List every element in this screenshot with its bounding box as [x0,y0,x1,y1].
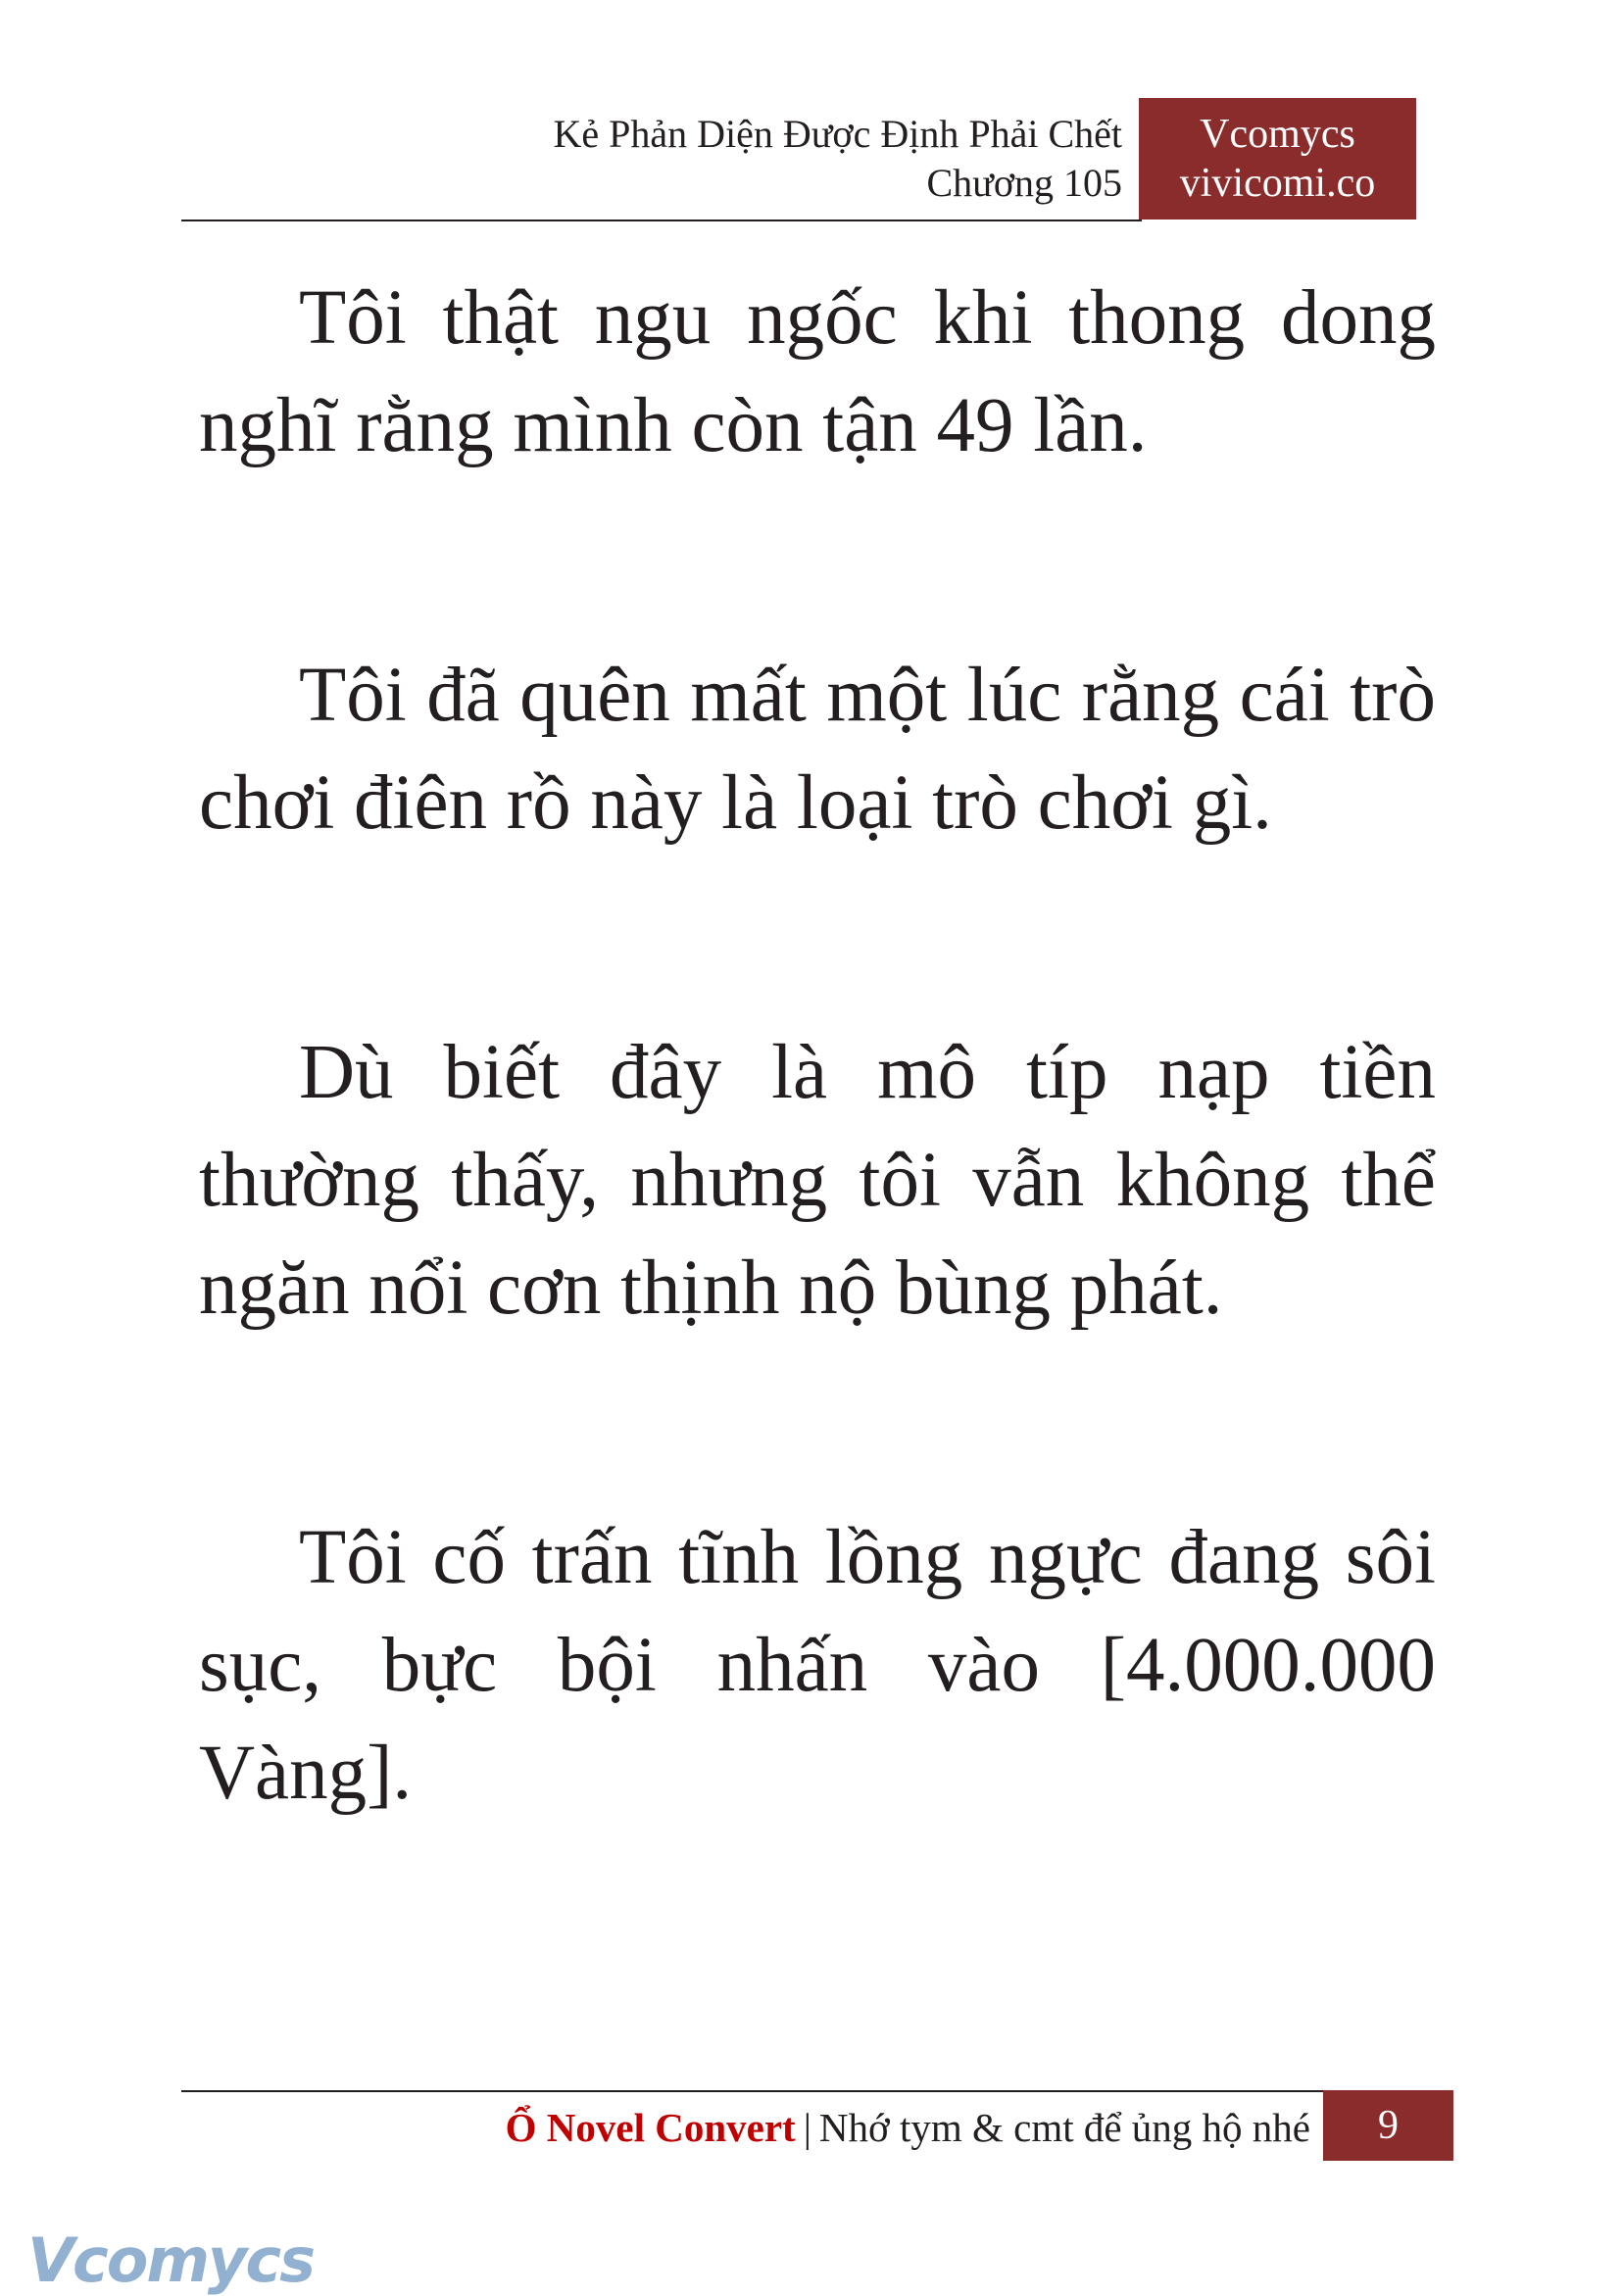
paragraph: Dù biết đây là mô típ nạp tiền thường thấy, nhưng tôi vẫn không thể ngăn nổi cơn thịnh nộ bùng phát. [199,1030,1436,1331]
paragraph: Tôi cố trấn tĩnh lồng ngực đang sôi sục, bực bội nhấn vào [4.000.000 Vàng]. [199,1515,1436,1816]
chapter-label: Chương 105 [926,161,1122,205]
page-content [199,265,1436,1989]
paragraph: Tôi đã quên mất một lúc rằng cái trò chơi điên rồ này là loại trò chơi gì. [199,653,1436,846]
page-footer [506,2100,1310,2155]
site-badge [1139,98,1416,220]
footer-brand: Ổ Novel Convert [505,2105,796,2150]
paragraph: Tôi thật ngu ngốc khi thong dong nghĩ rằng mình còn tận 49 lần. [199,275,1436,468]
site-url: vivicomi.co [1179,161,1376,206]
watermark-logo: Vcomycs [27,2224,315,2296]
page-header [181,98,1416,220]
page-number: 9 [1323,2090,1453,2161]
site-name: Vcomycs [1200,112,1355,157]
footer-divider [181,2090,1323,2092]
footer-message: Nhớ tym & cmt để ủng hộ nhé [818,2105,1310,2150]
book-title: Kẻ Phản Diện Được Định Phải Chết [553,112,1122,156]
header-divider [181,220,1142,221]
header-title-block [553,110,1122,208]
footer-separator: | [803,2105,811,2150]
